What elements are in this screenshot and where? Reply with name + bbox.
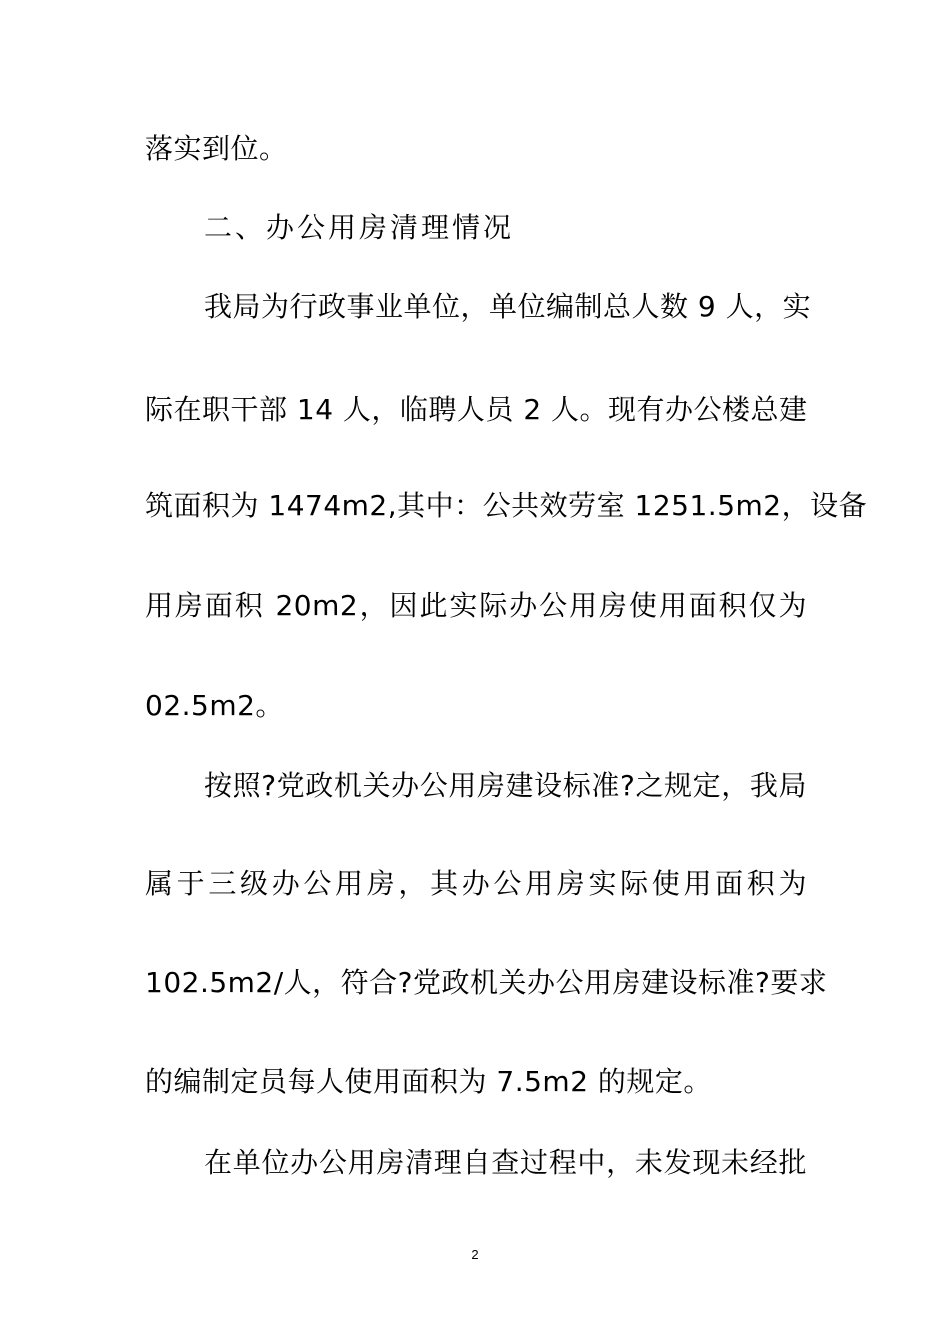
text-line-1: 落实到位。 xyxy=(145,132,288,165)
text-line-12: 在单位办公用房清理自查过程中，未发现未经批 xyxy=(204,1146,807,1179)
page-number: 2 xyxy=(471,1247,479,1262)
text-line-6: 用房面积 20m2，因此实际办公用房使用面积仅为 xyxy=(145,589,807,622)
text-line-11: 的编制定员每人使用面积为 7.5m2 的规定。 xyxy=(145,1065,712,1098)
text-line-10: 102.5m2/人，符合?党政机关办公用房建设标准?要求 xyxy=(145,966,828,999)
text-line-8: 按照?党政机关办公用房建设标准?之规定，我局 xyxy=(204,769,807,802)
text-line-7: 02.5m2。 xyxy=(145,689,284,722)
text-line-5: 筑面积为 1474m2,其中：公共效劳室 1251.5m2，设备 xyxy=(145,489,868,522)
text-line-4: 际在职干部 14 人，临聘人员 2 人。现有办公楼总建 xyxy=(145,393,808,426)
section-heading: 二、办公用房清理情况 xyxy=(204,211,515,244)
text-line-9: 属于三级办公用房，其办公用房实际使用面积为 xyxy=(145,867,807,900)
text-line-3: 我局为行政事业单位，单位编制总人数 9 人，实 xyxy=(204,290,812,323)
